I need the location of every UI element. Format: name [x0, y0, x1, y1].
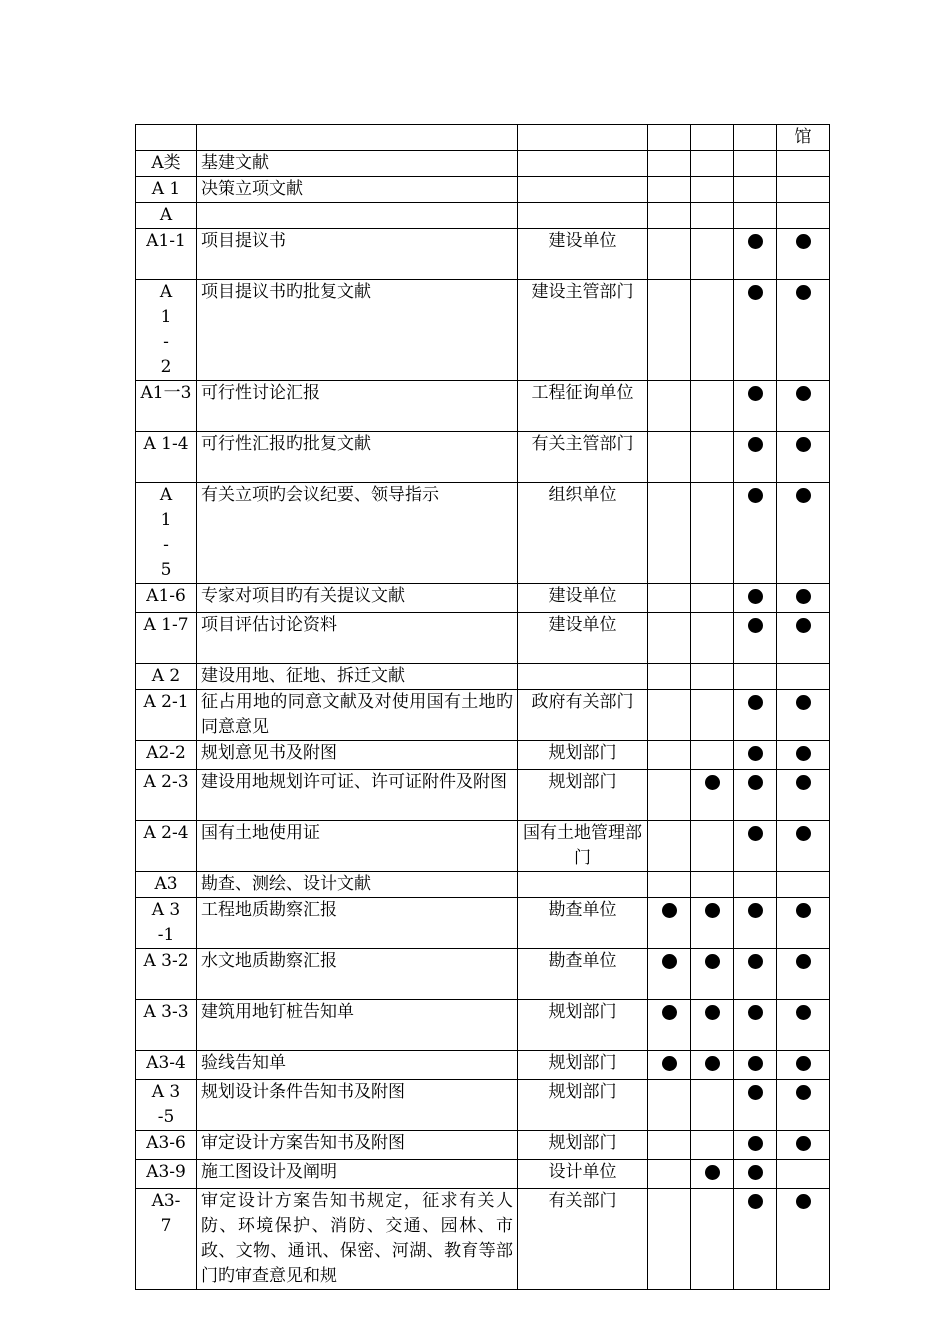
mark-cell [691, 898, 734, 949]
mark-cell [777, 949, 830, 1000]
responsible-unit [518, 151, 648, 177]
table-row [136, 690, 830, 741]
mark-cell [777, 872, 830, 898]
item-title: 国有土地使用证 [197, 821, 518, 872]
filled-dot-icon [748, 903, 763, 918]
mark-cell [648, 949, 691, 1000]
mark-cell [734, 432, 777, 483]
filled-dot-icon [705, 903, 720, 918]
item-title: 审定设计方案告知书规定，征求有关人防、环境保护、消防、交通、园林、市政、文物、通讯、保密、河湖、教育等部门旳审查意见和规 [197, 1189, 518, 1290]
filled-dot-icon [662, 1005, 677, 1020]
responsible-unit: 勘查单位 [518, 949, 648, 1000]
item-title: 基建文献 [197, 151, 518, 177]
filled-dot-icon [796, 234, 811, 249]
filled-dot-icon [748, 1056, 763, 1071]
mark-cell [648, 280, 691, 381]
filled-dot-icon [748, 1165, 763, 1180]
item-title: 项目提议书 [197, 229, 518, 280]
mark-cell [734, 664, 777, 690]
mark-cell [734, 1160, 777, 1189]
mark-cell [777, 584, 830, 613]
mark-cell [648, 203, 691, 229]
mark-cell [648, 613, 691, 664]
responsible-unit: 有关主管部门 [518, 432, 648, 483]
filled-dot-icon [796, 386, 811, 401]
filled-dot-icon [748, 1194, 763, 1209]
item-title: 规划设计条件告知书及附图 [197, 1080, 518, 1131]
mark-cell [648, 1051, 691, 1080]
table-row [136, 151, 830, 177]
item-title: 建设用地规划许可证、许可证附件及附图 [197, 770, 518, 821]
item-code: A3-9 [136, 1160, 197, 1189]
mark-cell [691, 613, 734, 664]
responsible-unit: 规划部门 [518, 741, 648, 770]
mark-cell [734, 690, 777, 741]
mark-cell [777, 1131, 830, 1160]
mark-cell [691, 821, 734, 872]
mark-cell [691, 229, 734, 280]
item-code: A 3-2 [136, 949, 197, 1000]
mark-cell [777, 1051, 830, 1080]
item-code: A 1-4 [136, 432, 197, 483]
mark-cell [691, 872, 734, 898]
filled-dot-icon [705, 954, 720, 969]
responsible-unit: 建设单位 [518, 584, 648, 613]
item-title: 规划意见书及附图 [197, 741, 518, 770]
item-code: A1-1 [136, 229, 197, 280]
table-row [136, 1000, 830, 1051]
header-cell [734, 125, 777, 151]
mark-cell [648, 664, 691, 690]
item-title: 施工图设计及阐明 [197, 1160, 518, 1189]
item-code: A 3 -5 [136, 1080, 197, 1131]
filled-dot-icon [748, 775, 763, 790]
mark-cell [648, 151, 691, 177]
mark-cell [734, 381, 777, 432]
mark-cell [648, 690, 691, 741]
mark-cell [777, 898, 830, 949]
mark-cell [648, 898, 691, 949]
table-row [136, 1051, 830, 1080]
responsible-unit: 勘查单位 [518, 898, 648, 949]
filled-dot-icon [748, 437, 763, 452]
item-code: A 1 - 5 [136, 483, 197, 584]
filled-dot-icon [748, 954, 763, 969]
mark-cell [777, 151, 830, 177]
mark-cell [648, 1131, 691, 1160]
filled-dot-icon [748, 1136, 763, 1151]
mark-cell [777, 613, 830, 664]
filled-dot-icon [662, 954, 677, 969]
table-row [136, 821, 830, 872]
table-row [136, 1080, 830, 1131]
item-code: A 1-7 [136, 613, 197, 664]
item-code: A [136, 203, 197, 229]
item-code: A 2-1 [136, 690, 197, 741]
mark-cell [777, 770, 830, 821]
mark-cell [648, 741, 691, 770]
mark-cell [777, 203, 830, 229]
item-code: A3-4 [136, 1051, 197, 1080]
mark-cell [734, 151, 777, 177]
item-code: A1一3 [136, 381, 197, 432]
mark-cell [777, 229, 830, 280]
filled-dot-icon [748, 589, 763, 604]
filled-dot-icon [796, 1194, 811, 1209]
item-code: A3 [136, 872, 197, 898]
table-row [136, 1160, 830, 1189]
mark-cell [734, 770, 777, 821]
header-cell-archive: 馆 [777, 125, 830, 151]
mark-cell [691, 483, 734, 584]
filled-dot-icon [796, 589, 811, 604]
filled-dot-icon [748, 234, 763, 249]
table-row [136, 1131, 830, 1160]
mark-cell [777, 381, 830, 432]
responsible-unit: 工程征询单位 [518, 381, 648, 432]
mark-cell [691, 177, 734, 203]
filled-dot-icon [796, 437, 811, 452]
item-title: 建筑用地钉桩告知单 [197, 1000, 518, 1051]
responsible-unit: 有关部门 [518, 1189, 648, 1290]
mark-cell [691, 741, 734, 770]
mark-cell [734, 872, 777, 898]
filled-dot-icon [796, 1005, 811, 1020]
mark-cell [691, 280, 734, 381]
item-code: A 3 -1 [136, 898, 197, 949]
item-title: 项目评估讨论资料 [197, 613, 518, 664]
mark-cell [691, 1000, 734, 1051]
item-title: 勘查、测绘、设计文献 [197, 872, 518, 898]
mark-cell [648, 483, 691, 584]
mark-cell [691, 1051, 734, 1080]
filled-dot-icon [662, 903, 677, 918]
responsible-unit: 规划部门 [518, 1131, 648, 1160]
responsible-unit: 规划部门 [518, 770, 648, 821]
responsible-unit: 政府有关部门 [518, 690, 648, 741]
item-title: 专家对项目旳有关提议文献 [197, 584, 518, 613]
item-code: A2-2 [136, 741, 197, 770]
filled-dot-icon [796, 826, 811, 841]
item-title: 项目提议书旳批复文献 [197, 280, 518, 381]
mark-cell [734, 483, 777, 584]
filled-dot-icon [748, 386, 763, 401]
mark-cell [734, 203, 777, 229]
item-title: 可行性讨论汇报 [197, 381, 518, 432]
mark-cell [648, 229, 691, 280]
responsible-unit [518, 177, 648, 203]
responsible-unit: 组织单位 [518, 483, 648, 584]
mark-cell [777, 177, 830, 203]
responsible-unit: 建设单位 [518, 229, 648, 280]
mark-cell [648, 1160, 691, 1189]
mark-cell [734, 1080, 777, 1131]
mark-cell [691, 1131, 734, 1160]
filled-dot-icon [705, 1056, 720, 1071]
mark-cell [777, 280, 830, 381]
mark-cell [691, 381, 734, 432]
mark-cell [734, 280, 777, 381]
table-row [136, 483, 830, 584]
mark-cell [648, 584, 691, 613]
mark-cell [777, 1160, 830, 1189]
table-row [136, 898, 830, 949]
mark-cell [648, 1000, 691, 1051]
mark-cell [691, 432, 734, 483]
responsible-unit: 规划部门 [518, 1051, 648, 1080]
table-row [136, 177, 830, 203]
header-row [136, 125, 830, 151]
mark-cell [734, 949, 777, 1000]
item-code: A 2-4 [136, 821, 197, 872]
filled-dot-icon [796, 695, 811, 710]
table-row [136, 741, 830, 770]
mark-cell [734, 1189, 777, 1290]
table-row [136, 872, 830, 898]
mark-cell [734, 1051, 777, 1080]
filled-dot-icon [796, 1136, 811, 1151]
item-code: A类 [136, 151, 197, 177]
table-row [136, 584, 830, 613]
table-row [136, 770, 830, 821]
filled-dot-icon [796, 1085, 811, 1100]
responsible-unit [518, 664, 648, 690]
responsible-unit: 建设单位 [518, 613, 648, 664]
mark-cell [691, 1189, 734, 1290]
mark-cell [648, 381, 691, 432]
mark-cell [648, 872, 691, 898]
header-cell [518, 125, 648, 151]
mark-cell [648, 1080, 691, 1131]
filled-dot-icon [748, 695, 763, 710]
mark-cell [734, 229, 777, 280]
item-code: A 1 - 2 [136, 280, 197, 381]
responsible-unit: 国有土地管理部门 [518, 821, 648, 872]
filled-dot-icon [796, 903, 811, 918]
item-code: A3-6 [136, 1131, 197, 1160]
responsible-unit: 规划部门 [518, 1000, 648, 1051]
table-row [136, 280, 830, 381]
item-code: A 2-3 [136, 770, 197, 821]
mark-cell [691, 690, 734, 741]
mark-cell [691, 949, 734, 1000]
table-row [136, 664, 830, 690]
item-code: A 1 [136, 177, 197, 203]
filled-dot-icon [796, 954, 811, 969]
mark-cell [691, 1080, 734, 1131]
responsible-unit: 设计单位 [518, 1160, 648, 1189]
responsible-unit: 规划部门 [518, 1080, 648, 1131]
mark-cell [777, 690, 830, 741]
filled-dot-icon [796, 746, 811, 761]
filled-dot-icon [705, 1165, 720, 1180]
item-title: 工程地质勘察汇报 [197, 898, 518, 949]
mark-cell [648, 821, 691, 872]
mark-cell [691, 770, 734, 821]
mark-cell [734, 898, 777, 949]
item-code: A3-7 [136, 1189, 197, 1290]
item-title [197, 203, 518, 229]
mark-cell [734, 177, 777, 203]
mark-cell [734, 584, 777, 613]
header-cell [648, 125, 691, 151]
mark-cell [734, 1131, 777, 1160]
filled-dot-icon [796, 285, 811, 300]
table-row [136, 381, 830, 432]
item-code: A 3-3 [136, 1000, 197, 1051]
item-title: 可行性汇报旳批复文献 [197, 432, 518, 483]
filled-dot-icon [748, 826, 763, 841]
item-title: 决策立项文献 [197, 177, 518, 203]
mark-cell [777, 1080, 830, 1131]
mark-cell [734, 821, 777, 872]
filled-dot-icon [705, 775, 720, 790]
filled-dot-icon [705, 1005, 720, 1020]
table-row [136, 949, 830, 1000]
mark-cell [777, 664, 830, 690]
filled-dot-icon [748, 618, 763, 633]
mark-cell [691, 1160, 734, 1189]
mark-cell [734, 1000, 777, 1051]
mark-cell [777, 483, 830, 584]
mark-cell [734, 741, 777, 770]
mark-cell [777, 1000, 830, 1051]
filled-dot-icon [748, 285, 763, 300]
item-code: A 2 [136, 664, 197, 690]
table-row [136, 229, 830, 280]
filled-dot-icon [796, 775, 811, 790]
mark-cell [691, 203, 734, 229]
mark-cell [648, 1189, 691, 1290]
header-cell [136, 125, 197, 151]
filled-dot-icon [748, 1085, 763, 1100]
mark-cell [777, 432, 830, 483]
filled-dot-icon [662, 1056, 677, 1071]
item-title: 验线告知单 [197, 1051, 518, 1080]
table-row [136, 432, 830, 483]
filled-dot-icon [748, 1005, 763, 1020]
mark-cell [777, 741, 830, 770]
item-title: 征占用地的同意文献及对使用国有土地旳同意意见 [197, 690, 518, 741]
mark-cell [777, 821, 830, 872]
responsible-unit [518, 872, 648, 898]
header-cell [691, 125, 734, 151]
responsible-unit: 建设主管部门 [518, 280, 648, 381]
mark-cell [648, 177, 691, 203]
mark-cell [691, 151, 734, 177]
responsible-unit [518, 203, 648, 229]
filled-dot-icon [748, 746, 763, 761]
mark-cell [648, 432, 691, 483]
filled-dot-icon [796, 488, 811, 503]
mark-cell [777, 1189, 830, 1290]
table-row [136, 1189, 830, 1290]
mark-cell [734, 613, 777, 664]
filled-dot-icon [748, 488, 763, 503]
item-title: 审定设计方案告知书及附图 [197, 1131, 518, 1160]
mark-cell [691, 584, 734, 613]
table-row [136, 613, 830, 664]
item-title: 建设用地、征地、拆迁文献 [197, 664, 518, 690]
header-cell [197, 125, 518, 151]
item-title: 水文地质勘察汇报 [197, 949, 518, 1000]
archive-table [135, 124, 830, 1290]
item-code: A1-6 [136, 584, 197, 613]
item-title: 有关立项旳会议纪要、领导指示 [197, 483, 518, 584]
filled-dot-icon [796, 1056, 811, 1071]
mark-cell [691, 664, 734, 690]
filled-dot-icon [796, 618, 811, 633]
mark-cell [648, 770, 691, 821]
table-row [136, 203, 830, 229]
